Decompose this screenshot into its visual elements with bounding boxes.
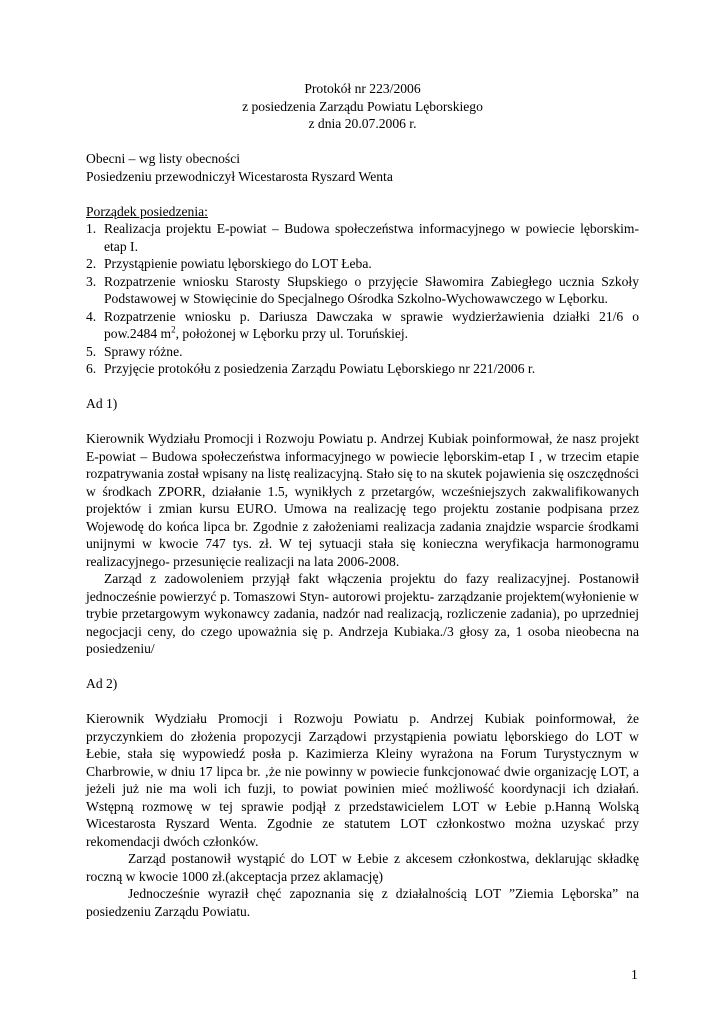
agenda-item: 2. Przystąpienie powiatu lęborskiego do LOT Łeba. [86, 256, 372, 271]
protocol-number: Protokół nr 223/2006 [304, 81, 421, 96]
document-header [86, 80, 639, 133]
agenda-item: 5. Sprawy różne. [86, 343, 183, 359]
agenda-list [86, 220, 639, 378]
document-body [86, 80, 639, 920]
agenda-item: 1. Realizacja projektu E-powiat – Budowa społeczeństwa informacyjnego w powiecie lęborskim-etap I. [86, 221, 639, 254]
section-heading-ad1: Ad 1) [86, 396, 118, 411]
ad2-paragraph: Kierownik Wydziału Promocji i Rozwoju Powiatu p. Andrzej Kubiak poinformował, że przyczynkiem do złożenia propozycji Zarządowi przystąpienia powiatu lęborskiego do LOT w Łebie, stała się wypowiedź posła p. Kazimierza Kleiny wyrażona na Forum Turystycznym w Charbrowie, w dniu 17 lipca br. ‚że nie powinny w powiecie funkcjonować dwie organizację LOT, a jeżeli już nie ma woli ich fuzji, to powiat powinien mieć możliwość koordynacji ich działań. Wstępną rozmowę w tej sprawie podjął z przedstawicielem LOT w Łebie p.Hanną Wolską Wicestarosta Ryszard Wenta. Zgodnie ze statutem LOT członkostwo można uzyskać przy rekomendacji dwóch członków. [86, 711, 639, 849]
page-number: 1 [631, 967, 638, 982]
agenda-item: 6. Przyjęcie protokółu z posiedzenia Zarządu Powiatu Lęborskiego nr 221/2006 r. [86, 361, 536, 376]
attendance-chair: Posiedzeniu przewodniczył Wicestarosta Ryszard Wenta [86, 168, 393, 184]
ad2-decision: Zarząd postanowił wystąpić do LOT w Łebie z akcesem członkostwa, deklarując składkę roczną w kwocie 1000 zł.(akceptacja przez aklamację) [86, 851, 639, 884]
agenda-item: 3. Rozpatrzenie wniosku Starosty Słupskiego o przyjęcie Sławomira Zabiegłego ucznia Szkoły Podstawowej w Stowięcinie do Specjalnego Ośrodka Szkolno-Wychowawczego w Lęborku. [86, 273, 639, 306]
ad1-decision: Zarząd z zadowoleniem przyjął fakt włączenia projektu do fazy realizacyjnej. Postanowił jednocześnie powierzyć p. Tomaszowi Styn- autorowi projektu- zarządzanie projektem(wyłonienie w trybie przetargowym wykonawcy zadania, nadzór nad realizacją, rozliczenie zadania), po uprzedniej negocjacji ceny, do czego upoważnia się p. Andrzeja Kubiaka./3 głosy za, 1 osoba nieobecna na posiedzeniu/ [86, 571, 639, 656]
ad1-paragraph: Kierownik Wydziału Promocji i Rozwoju Powiatu p. Andrzej Kubiak poinformował, że nasz projekt E-powiat – Budowa społeczeństwa informacyjnego w powiecie lęborskim-etap I , w trzecim etapie rozpatrywania został wpisany na listę realizacyjną. Stało się to na skutek pojawienia się oszczędności w środkach ZPORR, działanie 1.5, wynikłych z przetargów, wcześniejszych zakwalifikowanych projektów i zmian kursu EURO. Umowa na realizację tego projektu zostanie podpisana przez Wojewodę do końca lipca br. Zgodnie z założeniami realizacja zadania znajdzie wsparcie środkami unijnymi w kwocie 747 tys. zł. W tej sytuacji stała się konieczna weryfikacja harmonogramu realizacyjnego- przesunięcie realizacji na lata 2006-2008. [86, 431, 639, 569]
ad2-followup: Jednocześnie wyraził chęć zapoznania się z działalnością LOT ”Ziemia Lęborska” na posiedzeniu Zarządu Powiatu. [86, 886, 639, 919]
agenda-item: 4. Rozpatrzenie wniosku p. Dariusza Dawczaka w sprawie wydzierżawienia działki 21/6 o pow.2484 $m^2$, położonej w Lęborku przy ul. Toruńskiej. [86, 308, 639, 341]
section-heading-ad2: Ad 2) [86, 676, 118, 691]
meeting-body: z posiedzenia Zarządu Powiatu Lęborskiego [242, 98, 483, 114]
agenda-title: Porządek posiedzenia: [86, 203, 208, 219]
meeting-date: z dnia 20.07.2006 r. [308, 116, 417, 131]
attendance-present: Obecni – wg listy obecności [86, 151, 241, 166]
